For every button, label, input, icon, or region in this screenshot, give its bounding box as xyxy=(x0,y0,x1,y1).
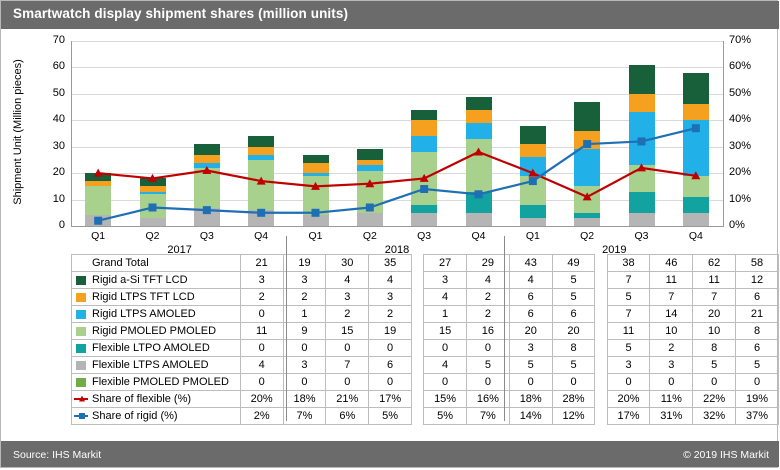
y-axis-tick: 50 xyxy=(52,86,65,99)
table-cell: 11 xyxy=(240,323,283,340)
year-separator xyxy=(286,236,287,421)
table-cell: 32% xyxy=(693,408,736,425)
table-cell: 0 xyxy=(466,340,509,357)
legend-marker-shape xyxy=(79,396,85,402)
table-cell: 11 xyxy=(693,272,736,289)
table-cell: 21 xyxy=(736,306,779,323)
line-marker xyxy=(257,209,265,217)
table-cell: 11 xyxy=(607,323,650,340)
table-cell: 4 xyxy=(509,272,552,289)
y2-axis-tick: 10% xyxy=(729,192,752,205)
table-gap xyxy=(595,408,607,425)
table-gap xyxy=(412,340,424,357)
table-cell: 3 xyxy=(240,272,283,289)
table-cell: 58 xyxy=(736,255,779,272)
legend-marker-shape xyxy=(79,413,85,419)
table-gap xyxy=(595,323,607,340)
table-cell: 7 xyxy=(326,357,369,374)
row-label: Rigid LTPS TFT LCD xyxy=(92,291,195,303)
table-cell: 8 xyxy=(552,340,595,357)
table-cell: 5 xyxy=(552,272,595,289)
table-gap xyxy=(595,374,607,391)
table-cell: 0 xyxy=(736,374,779,391)
legend-swatch xyxy=(76,293,86,302)
table-row xyxy=(72,408,779,425)
table-cell: 2 xyxy=(240,289,283,306)
table-cell: 1 xyxy=(424,306,467,323)
table-cell: 37% xyxy=(736,408,779,425)
data-table xyxy=(1,254,779,425)
line-marker xyxy=(420,185,428,193)
x-axis-tick: Q4 xyxy=(254,230,269,242)
table-cell: 20 xyxy=(552,323,595,340)
table-cell: 0 xyxy=(240,306,283,323)
x-axis-tick: Q1 xyxy=(91,230,106,242)
table-cell: 0 xyxy=(424,374,467,391)
table-cell: 29 xyxy=(466,255,509,272)
table-cell: 4 xyxy=(326,272,369,289)
table-cell: 7 xyxy=(607,272,650,289)
table-cell: 16 xyxy=(466,323,509,340)
table-cell: 5% xyxy=(424,408,467,425)
y2-axis-tick: 0% xyxy=(729,219,745,231)
table-cell: 6 xyxy=(509,289,552,306)
table-cell: 0 xyxy=(466,374,509,391)
table-gap xyxy=(595,289,607,306)
table-cell: 12% xyxy=(552,408,595,425)
table-cell: 15% xyxy=(424,391,467,408)
y-axis-tick: 0 xyxy=(58,219,65,231)
y2-axis-tick: 20% xyxy=(729,166,752,179)
footer-bar xyxy=(1,441,779,467)
legend-row-label xyxy=(72,374,241,391)
legend-swatch xyxy=(76,276,86,285)
table-cell: 3 xyxy=(283,357,326,374)
row-label: Flexible PMOLED PMOLED xyxy=(92,376,229,388)
table-cell: 62 xyxy=(693,255,736,272)
line-series xyxy=(98,152,696,197)
y-axis-tick: 40 xyxy=(52,113,65,126)
table-cell: 2 xyxy=(466,289,509,306)
legend-row-label xyxy=(72,357,241,374)
line-marker xyxy=(638,137,646,145)
table-cell: 38 xyxy=(607,255,650,272)
line-series-layer xyxy=(1,29,779,254)
table-cell: 8 xyxy=(736,323,779,340)
table-cell: 3 xyxy=(283,272,326,289)
y2-axis-tick: 40% xyxy=(729,113,752,126)
table-row xyxy=(72,357,779,374)
table-cell: 15 xyxy=(326,323,369,340)
table-cell: 6% xyxy=(326,408,369,425)
line-marker xyxy=(692,124,700,132)
table-cell: 7 xyxy=(607,306,650,323)
table-cell: 6 xyxy=(509,306,552,323)
table-row xyxy=(72,323,779,340)
table-cell: 5 xyxy=(693,357,736,374)
table-cell: 0 xyxy=(240,374,283,391)
year-label: 2017 xyxy=(167,244,192,256)
table-gap xyxy=(412,374,424,391)
table-cell: 35 xyxy=(369,255,412,272)
table-cell: 5 xyxy=(509,357,552,374)
table-cell: 4 xyxy=(240,357,283,374)
x-axis-tick: Q2 xyxy=(362,230,377,242)
table-cell: 19% xyxy=(736,391,779,408)
x-axis-tick: Q2 xyxy=(145,230,160,242)
y-axis-tick: 70 xyxy=(52,34,65,46)
y-axis-tick: 20 xyxy=(52,166,65,179)
table-cell: 4 xyxy=(424,289,467,306)
table-cell: 9 xyxy=(283,323,326,340)
table-cell: 5% xyxy=(369,408,412,425)
year-label: 2019 xyxy=(602,244,627,256)
line-marker xyxy=(366,204,374,212)
table-cell: 0 xyxy=(607,374,650,391)
table-cell: 20 xyxy=(693,306,736,323)
table-cell: 5 xyxy=(607,340,650,357)
table-cell: 7% xyxy=(466,408,509,425)
year-label: 2018 xyxy=(384,244,410,256)
table-cell: 0 xyxy=(552,374,595,391)
row-label: Rigid PMOLED PMOLED xyxy=(92,325,217,337)
table-cell: 2 xyxy=(650,340,693,357)
table-cell: 18% xyxy=(509,391,552,408)
page-title: Smartwatch display shipment shares (million units) xyxy=(13,6,349,21)
table-cell: 1 xyxy=(283,306,326,323)
table-gap xyxy=(412,391,424,408)
line-marker xyxy=(312,209,320,217)
table-cell: 6 xyxy=(736,340,779,357)
legend-row-label xyxy=(72,306,241,323)
table-gap xyxy=(595,340,607,357)
table-cell: 0 xyxy=(693,374,736,391)
line-marker xyxy=(149,204,157,212)
table-cell: 7% xyxy=(283,408,326,425)
table-cell: 6 xyxy=(736,289,779,306)
table-gap xyxy=(595,272,607,289)
legend-row-label xyxy=(72,272,241,289)
table-cell: 2 xyxy=(326,306,369,323)
line-series xyxy=(98,128,696,220)
table-cell: 43 xyxy=(509,255,552,272)
x-axis-tick: Q1 xyxy=(525,230,540,242)
table-cell: 8 xyxy=(693,340,736,357)
table-cell: 0 xyxy=(240,340,283,357)
table-cell: 20% xyxy=(607,391,650,408)
line-marker xyxy=(474,148,483,156)
table-cell: 3 xyxy=(424,272,467,289)
line-marker xyxy=(94,217,102,225)
legend-line-marker xyxy=(74,398,88,400)
legend-row-label xyxy=(72,340,241,357)
title-bar xyxy=(1,1,779,29)
y2-axis-tick: 70% xyxy=(729,34,752,46)
line-marker xyxy=(203,206,211,214)
line-marker xyxy=(529,177,537,185)
table-gap xyxy=(595,306,607,323)
x-axis-tick: Q4 xyxy=(688,230,703,242)
table-cell: 7 xyxy=(693,289,736,306)
table-cell: 7 xyxy=(650,289,693,306)
table-cell: 14 xyxy=(650,306,693,323)
table-row xyxy=(72,391,779,408)
table-cell: 2 xyxy=(466,306,509,323)
y-axis-tick: 30 xyxy=(52,139,65,152)
table-gap xyxy=(412,323,424,340)
table-cell: 0 xyxy=(424,340,467,357)
row-label: Flexible LTPS AMOLED xyxy=(92,359,209,371)
legend-swatch xyxy=(76,344,86,353)
table-cell: 19 xyxy=(369,323,412,340)
table-cell: 5 xyxy=(607,289,650,306)
legend-row-label xyxy=(72,323,241,340)
table-gap xyxy=(412,306,424,323)
plot-area xyxy=(1,29,779,254)
table-cell: 12 xyxy=(736,272,779,289)
table-cell: 4 xyxy=(466,272,509,289)
legend-row-label xyxy=(72,391,241,408)
table-cell: 0 xyxy=(283,340,326,357)
legend-swatch xyxy=(76,327,86,336)
table-gap xyxy=(412,408,424,425)
table-cell: 0 xyxy=(650,374,693,391)
table-cell: 0 xyxy=(369,374,412,391)
table-row xyxy=(72,255,779,272)
table-cell: 0 xyxy=(326,374,369,391)
table-cell: 3 xyxy=(326,289,369,306)
line-marker xyxy=(583,140,591,148)
table-cell: 19 xyxy=(283,255,326,272)
source-label: Source: IHS Markit xyxy=(13,449,102,461)
table-row xyxy=(72,340,779,357)
table-cell: 31% xyxy=(650,408,693,425)
table-cell: 6 xyxy=(369,357,412,374)
table-cell: 18% xyxy=(283,391,326,408)
table-cell: 2 xyxy=(283,289,326,306)
table-cell: 28% xyxy=(552,391,595,408)
table-cell: 10 xyxy=(650,323,693,340)
row-label: Share of rigid (%) xyxy=(92,410,178,422)
legend-row-label xyxy=(72,289,241,306)
table-cell: 3 xyxy=(509,340,552,357)
legend-swatch xyxy=(76,310,86,319)
table-cell: 0 xyxy=(283,374,326,391)
row-label: Rigid LTPS AMOLED xyxy=(92,308,196,320)
y-axis-label-text: Shipment Unit (Million pieces) xyxy=(12,58,24,205)
table-gap xyxy=(595,357,607,374)
y-axis-tick: 10 xyxy=(52,192,65,205)
table-row xyxy=(72,374,779,391)
copyright-label: © 2019 IHS Markit xyxy=(683,449,769,461)
table-cell: 0 xyxy=(509,374,552,391)
table-gap xyxy=(412,289,424,306)
table-cell: 15 xyxy=(424,323,467,340)
table-cell: 6 xyxy=(552,306,595,323)
x-axis-tick: Q2 xyxy=(580,230,595,242)
table-cell: 5 xyxy=(736,357,779,374)
legend-row-label xyxy=(72,408,241,425)
table-cell: 2 xyxy=(369,306,412,323)
table-row xyxy=(72,289,779,306)
table-cell: 30 xyxy=(326,255,369,272)
table-cell: 3 xyxy=(650,357,693,374)
table-cell: 4 xyxy=(424,357,467,374)
legend-line-marker xyxy=(74,415,88,417)
table-cell: 3 xyxy=(369,289,412,306)
table-gap xyxy=(595,255,607,272)
y-axis-tick: 60 xyxy=(52,60,65,73)
table-cell: 21 xyxy=(240,255,283,272)
x-axis-tick: Q3 xyxy=(417,230,432,242)
table-cell: 27 xyxy=(424,255,467,272)
row-label: Rigid a-Si TFT LCD xyxy=(92,274,188,286)
y2-axis-tick: 30% xyxy=(729,139,752,152)
table-gap xyxy=(412,357,424,374)
line-marker xyxy=(475,190,483,198)
row-label: Flexible LTPO AMOLED xyxy=(92,342,210,354)
table-cell: 49 xyxy=(552,255,595,272)
table-cell: 20 xyxy=(509,323,552,340)
table-cell: 46 xyxy=(650,255,693,272)
table-cell: 10 xyxy=(693,323,736,340)
table-row xyxy=(72,272,779,289)
table-cell: 11 xyxy=(650,272,693,289)
legend-swatch xyxy=(76,361,86,370)
table-cell: 4 xyxy=(369,272,412,289)
table-cell: 11% xyxy=(650,391,693,408)
table-row xyxy=(72,306,779,323)
x-axis-tick: Q4 xyxy=(471,230,486,242)
table-gap xyxy=(595,391,607,408)
table-cell: 17% xyxy=(369,391,412,408)
table-gap xyxy=(412,272,424,289)
x-axis-tick: Q3 xyxy=(634,230,649,242)
table-cell: 17% xyxy=(607,408,650,425)
table-cell: 14% xyxy=(509,408,552,425)
table-cell: 22% xyxy=(693,391,736,408)
y2-axis-tick: 50% xyxy=(729,86,752,99)
row-label: Grand Total xyxy=(72,255,241,272)
table-cell: 0 xyxy=(369,340,412,357)
y2-axis-tick: 60% xyxy=(729,60,752,73)
table-cell: 0 xyxy=(326,340,369,357)
table-cell: 5 xyxy=(466,357,509,374)
shipment-table xyxy=(71,254,779,425)
x-axis-tick: Q1 xyxy=(308,230,323,242)
table-cell: 21% xyxy=(326,391,369,408)
x-axis-tick: Q3 xyxy=(199,230,214,242)
table-gap xyxy=(412,255,424,272)
table-cell: 5 xyxy=(552,357,595,374)
row-label: Share of flexible (%) xyxy=(92,393,192,405)
legend-swatch xyxy=(76,378,86,387)
table-cell: 2% xyxy=(240,408,283,425)
table-cell: 5 xyxy=(552,289,595,306)
table-cell: 3 xyxy=(607,357,650,374)
table-cell: 16% xyxy=(466,391,509,408)
year-separator xyxy=(504,236,505,421)
table-cell: 20% xyxy=(240,391,283,408)
